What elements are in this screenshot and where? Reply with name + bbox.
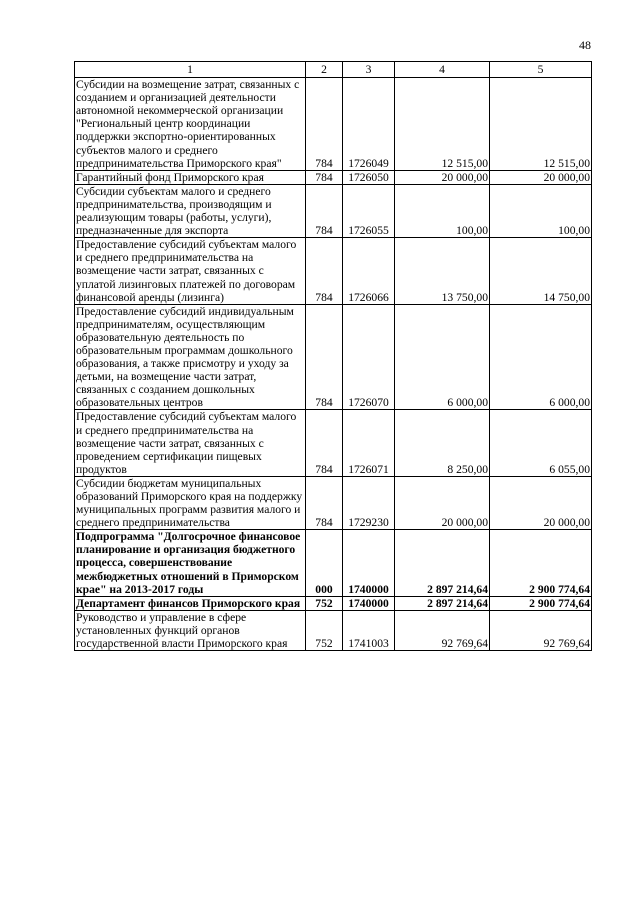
row-description: Субсидии субъектам малого и среднего предпринимательства, производящим и реализующим товары (работы, услуги), предназначенные для экспорта bbox=[75, 184, 306, 237]
row-amount-col5: 6 055,00 bbox=[490, 410, 592, 476]
row-code-col2: 784 bbox=[306, 238, 343, 304]
row-code-col2: 752 bbox=[306, 596, 343, 610]
row-amount-col5: 6 000,00 bbox=[490, 304, 592, 410]
row-description: Предоставление субсидий индивидуальным предпринимателям, осуществляющим образовательную деятельность по образовательным программам дошкольного образования, а также присмотру и уходу за детьми, на возмещение части затрат, связанных с созданием дошкольных образовательных центров bbox=[75, 304, 306, 410]
table-row bbox=[75, 476, 592, 529]
budget-table bbox=[74, 61, 592, 651]
table-header-row bbox=[75, 62, 592, 78]
row-code-col2: 784 bbox=[306, 184, 343, 237]
row-amount-col4: 100,00 bbox=[395, 184, 490, 237]
row-code-col3: 1740000 bbox=[343, 530, 395, 596]
row-code-col3: 1726055 bbox=[343, 184, 395, 237]
row-description: Предоставление субсидий субъектам малого и среднего предпринимательства на возмещение части затрат, связанных с проведением сертификации пищевых продуктов bbox=[75, 410, 306, 476]
row-description: Субсидии бюджетам муниципальных образований Приморского края на поддержку муниципальных программ развития малого и среднего предпринимательства bbox=[75, 476, 306, 529]
table-row bbox=[75, 78, 592, 171]
row-amount-col4: 92 769,64 bbox=[395, 610, 490, 650]
row-amount-col5: 2 900 774,64 bbox=[490, 530, 592, 596]
header-cell-4: 4 bbox=[395, 62, 490, 78]
row-description: Руководство и управление в сфере установленных функций органов государственной власти Приморского края bbox=[75, 610, 306, 650]
row-amount-col5: 12 515,00 bbox=[490, 78, 592, 171]
row-code-col2: 752 bbox=[306, 610, 343, 650]
table-row bbox=[75, 410, 592, 476]
row-code-col2: 784 bbox=[306, 170, 343, 184]
row-code-col2: 784 bbox=[306, 304, 343, 410]
row-code-col3: 1740000 bbox=[343, 596, 395, 610]
header-cell-3: 3 bbox=[343, 62, 395, 78]
row-amount-col5: 20 000,00 bbox=[490, 476, 592, 529]
row-code-col2: 000 bbox=[306, 530, 343, 596]
row-code-col3: 1726066 bbox=[343, 238, 395, 304]
row-amount-col4: 13 750,00 bbox=[395, 238, 490, 304]
table-row bbox=[75, 184, 592, 237]
row-amount-col5: 100,00 bbox=[490, 184, 592, 237]
row-amount-col4: 12 515,00 bbox=[395, 78, 490, 171]
header-cell-5: 5 bbox=[490, 62, 592, 78]
row-amount-col4: 20 000,00 bbox=[395, 170, 490, 184]
page-number: 48 bbox=[579, 38, 591, 52]
row-code-col3: 1726070 bbox=[343, 304, 395, 410]
row-code-col2: 784 bbox=[306, 78, 343, 171]
row-code-col3: 1726050 bbox=[343, 170, 395, 184]
table-row bbox=[75, 596, 592, 610]
table-row bbox=[75, 530, 592, 596]
row-code-col2: 784 bbox=[306, 410, 343, 476]
row-description: Гарантийный фонд Приморского края bbox=[75, 170, 306, 184]
row-description: Субсидии на возмещение затрат, связанных с созданием и организацией деятельности автономной некоммерческой организации "Региональный центр координации поддержки экспортно-ориентированных субъектов малого и среднего предпринимательства Приморского края" bbox=[75, 78, 306, 171]
table-row bbox=[75, 610, 592, 650]
row-description: Подпрограмма "Долгосрочное финансовое планирование и организация бюджетного процесса, совершенствование межбюджетных отношений в Приморском крае" на 2013-2017 годы bbox=[75, 530, 306, 596]
row-amount-col4: 20 000,00 bbox=[395, 476, 490, 529]
row-code-col3: 1726049 bbox=[343, 78, 395, 171]
header-cell-2: 2 bbox=[306, 62, 343, 78]
row-code-col2: 784 bbox=[306, 476, 343, 529]
row-amount-col4: 2 897 214,64 bbox=[395, 596, 490, 610]
row-description: Департамент финансов Приморского края bbox=[75, 596, 306, 610]
table-row bbox=[75, 238, 592, 304]
row-amount-col4: 6 000,00 bbox=[395, 304, 490, 410]
row-amount-col4: 2 897 214,64 bbox=[395, 530, 490, 596]
row-code-col3: 1726071 bbox=[343, 410, 395, 476]
row-code-col3: 1729230 bbox=[343, 476, 395, 529]
header-cell-1: 1 bbox=[75, 62, 306, 78]
row-amount-col5: 92 769,64 bbox=[490, 610, 592, 650]
table-row bbox=[75, 170, 592, 184]
row-amount-col5: 2 900 774,64 bbox=[490, 596, 592, 610]
row-amount-col5: 20 000,00 bbox=[490, 170, 592, 184]
row-amount-col4: 8 250,00 bbox=[395, 410, 490, 476]
row-description: Предоставление субсидий субъектам малого и среднего предпринимательства на возмещение части затрат, связанных с уплатой лизинговых платежей по договорам финансовой аренды (лизинга) bbox=[75, 238, 306, 304]
row-code-col3: 1741003 bbox=[343, 610, 395, 650]
row-amount-col5: 14 750,00 bbox=[490, 238, 592, 304]
table-row bbox=[75, 304, 592, 410]
